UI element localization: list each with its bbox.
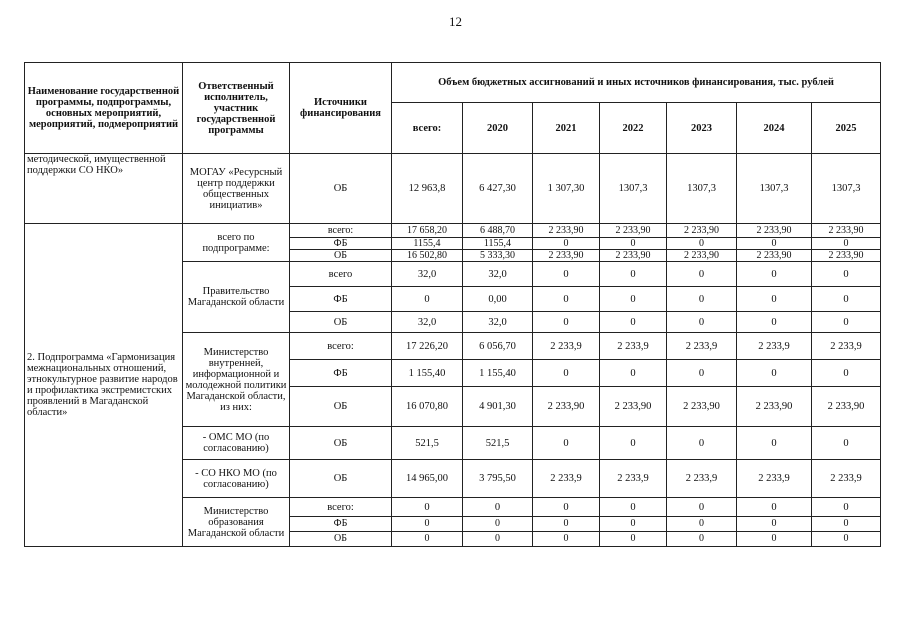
value-cell: 0 (737, 262, 812, 287)
value-cell: 0 (533, 517, 600, 532)
source-cell: ФБ (290, 287, 392, 312)
value-cell: 2 233,90 (812, 387, 881, 427)
budget-table (24, 62, 881, 547)
value-cell: 2 233,9 (533, 460, 600, 498)
value-cell: 0 (812, 287, 881, 312)
value-cell: 1307,3 (737, 154, 812, 224)
value-cell: 0 (812, 262, 881, 287)
value-cell: 17 658,20 (392, 224, 463, 238)
value-cell: 1 155,40 (463, 360, 533, 387)
responsible-cell: МОГАУ «Ресурсный центр поддержки общественных инициатив» (183, 154, 290, 224)
value-cell: 0 (812, 532, 881, 547)
value-cell: 0 (600, 427, 667, 460)
value-cell: 2 233,90 (737, 224, 812, 238)
value-cell: 2 233,9 (737, 460, 812, 498)
value-cell: 0 (533, 360, 600, 387)
value-cell: 2 233,9 (667, 333, 737, 360)
source-cell: ОБ (290, 387, 392, 427)
source-cell: всего: (290, 498, 392, 517)
value-cell: 0 (600, 532, 667, 547)
value-cell: 16 070,80 (392, 387, 463, 427)
value-cell: 12 963,8 (392, 154, 463, 224)
value-cell: 0 (667, 262, 737, 287)
value-cell: 0 (392, 498, 463, 517)
value-cell: 1155,4 (392, 238, 463, 250)
value-cell: 0 (600, 262, 667, 287)
value-cell: 2 233,90 (667, 250, 737, 262)
header-volume: Объем бюджетных ассигнований и иных источников финансирования, тыс. рублей (392, 63, 881, 103)
value-cell: 2 233,90 (533, 224, 600, 238)
value-cell: 0 (533, 427, 600, 460)
value-cell: 14 965,00 (392, 460, 463, 498)
value-cell: 1307,3 (667, 154, 737, 224)
header-year: 2021 (533, 103, 600, 154)
value-cell: 17 226,20 (392, 333, 463, 360)
value-cell: 0 (392, 287, 463, 312)
value-cell: 2 233,90 (737, 387, 812, 427)
responsible-cell: Министерство внутренней, информационной и молодежной политики Магаданской области, из них: (183, 333, 290, 427)
value-cell: 0 (600, 360, 667, 387)
header-sources: Источники финансирования (290, 63, 392, 154)
responsible-cell: - СО НКО МО (по согласованию) (183, 460, 290, 498)
header-responsible: Ответственный исполнитель, участник государственной программы (183, 63, 290, 154)
source-cell: ОБ (290, 532, 392, 547)
value-cell: 521,5 (463, 427, 533, 460)
value-cell: 0 (667, 287, 737, 312)
header-name: Наименование государственной программы, подпрограммы, основных мероприятий, мероприятий, подмероприятий (25, 63, 183, 154)
header-year: 2023 (667, 103, 737, 154)
value-cell: 0 (737, 517, 812, 532)
value-cell: 2 233,9 (600, 333, 667, 360)
responsible-cell: всего по подпрограмме: (183, 224, 290, 262)
value-cell: 2 233,90 (667, 224, 737, 238)
value-cell: 2 233,90 (533, 387, 600, 427)
value-cell: 0 (812, 427, 881, 460)
value-cell: 2 233,90 (667, 387, 737, 427)
value-cell: 0 (463, 532, 533, 547)
value-cell: 0 (812, 238, 881, 250)
value-cell: 0 (737, 498, 812, 517)
source-cell: всего (290, 262, 392, 287)
value-cell: 0 (667, 238, 737, 250)
source-cell: ФБ (290, 517, 392, 532)
value-cell: 1307,3 (812, 154, 881, 224)
value-cell: 2 233,90 (812, 224, 881, 238)
header-year: 2024 (737, 103, 812, 154)
responsible-cell: Министерство образования Магаданской области (183, 498, 290, 547)
value-cell: 1155,4 (463, 238, 533, 250)
value-cell: 0 (667, 517, 737, 532)
value-cell: 0 (812, 517, 881, 532)
value-cell: 0 (737, 238, 812, 250)
value-cell: 0 (533, 312, 600, 333)
value-cell: 0 (667, 532, 737, 547)
value-cell: 0 (667, 360, 737, 387)
source-cell: всего: (290, 333, 392, 360)
source-cell: ОБ (290, 312, 392, 333)
header-year: 2022 (600, 103, 667, 154)
value-cell: 0 (533, 498, 600, 517)
value-cell: 2 233,90 (812, 250, 881, 262)
value-cell: 1307,3 (600, 154, 667, 224)
responsible-cell: - ОМС МО (по согласованию) (183, 427, 290, 460)
value-cell: 0 (737, 427, 812, 460)
value-cell: 0 (533, 238, 600, 250)
value-cell: 0 (600, 238, 667, 250)
value-cell: 0 (812, 498, 881, 517)
value-cell: 32,0 (463, 312, 533, 333)
value-cell: 0 (533, 532, 600, 547)
value-cell: 0 (600, 287, 667, 312)
source-cell: ФБ (290, 238, 392, 250)
value-cell: 2 233,9 (667, 460, 737, 498)
source-cell: ОБ (290, 250, 392, 262)
value-cell: 1 155,40 (392, 360, 463, 387)
header-year: 2020 (463, 103, 533, 154)
responsible-cell: Правительство Магаданской области (183, 262, 290, 333)
value-cell: 0 (737, 287, 812, 312)
value-cell: 5 333,30 (463, 250, 533, 262)
value-cell: 2 233,90 (600, 250, 667, 262)
value-cell: 0 (667, 312, 737, 333)
value-cell: 0 (737, 312, 812, 333)
value-cell: 1 307,30 (533, 154, 600, 224)
table-row (25, 224, 881, 238)
value-cell: 2 233,9 (600, 460, 667, 498)
value-cell: 0,00 (463, 287, 533, 312)
source-cell: ОБ (290, 460, 392, 498)
value-cell: 6 427,30 (463, 154, 533, 224)
value-cell: 0 (812, 312, 881, 333)
value-cell: 2 233,9 (533, 333, 600, 360)
value-cell: 2 233,90 (600, 224, 667, 238)
value-cell: 0 (737, 360, 812, 387)
value-cell: 0 (533, 287, 600, 312)
value-cell: 0 (600, 498, 667, 517)
value-cell: 0 (600, 517, 667, 532)
source-cell: ОБ (290, 154, 392, 224)
value-cell: 0 (392, 532, 463, 547)
value-cell: 16 502,80 (392, 250, 463, 262)
value-cell: 0 (392, 517, 463, 532)
value-cell: 32,0 (463, 262, 533, 287)
value-cell: 2 233,9 (812, 460, 881, 498)
program-name-cell: 2. Подпрограмма «Гармонизация межнациональных отношений, этнокультурное развитие народов и профилактика экстремистских проявлений в Магаданской области» (25, 224, 183, 547)
value-cell: 6 056,70 (463, 333, 533, 360)
value-cell: 0 (812, 360, 881, 387)
value-cell: 0 (667, 498, 737, 517)
value-cell: 32,0 (392, 312, 463, 333)
value-cell: 0 (533, 262, 600, 287)
program-name-cell: методической, имущественной поддержки СО НКО» (25, 154, 183, 224)
value-cell: 2 233,9 (812, 333, 881, 360)
value-cell: 0 (463, 498, 533, 517)
value-cell: 4 901,30 (463, 387, 533, 427)
value-cell: 3 795,50 (463, 460, 533, 498)
value-cell: 2 233,90 (737, 250, 812, 262)
source-cell: ОБ (290, 427, 392, 460)
value-cell: 6 488,70 (463, 224, 533, 238)
header-year: 2025 (812, 103, 881, 154)
value-cell: 2 233,90 (600, 387, 667, 427)
header-year: всего: (392, 103, 463, 154)
value-cell: 521,5 (392, 427, 463, 460)
page-number: 12 (449, 14, 462, 29)
value-cell: 0 (737, 532, 812, 547)
source-cell: всего: (290, 224, 392, 238)
value-cell: 32,0 (392, 262, 463, 287)
value-cell: 0 (667, 427, 737, 460)
value-cell: 0 (463, 517, 533, 532)
value-cell: 2 233,90 (533, 250, 600, 262)
table-row (25, 154, 881, 224)
value-cell: 2 233,9 (737, 333, 812, 360)
source-cell: ФБ (290, 360, 392, 387)
value-cell: 0 (600, 312, 667, 333)
